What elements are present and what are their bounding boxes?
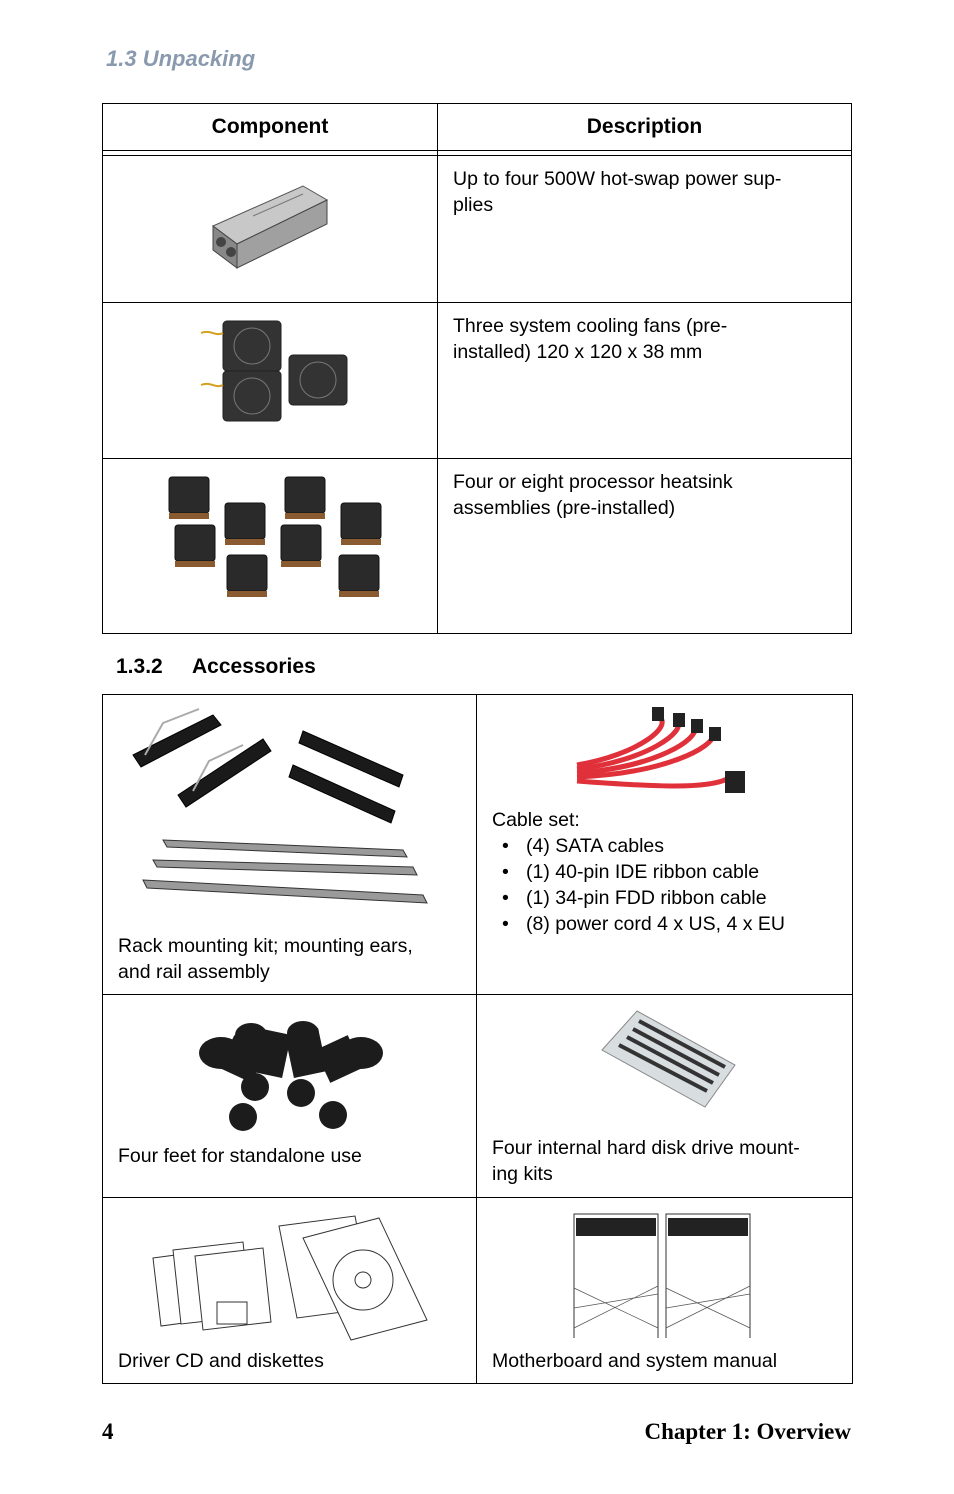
section-title: Accessories xyxy=(192,655,316,678)
column-header-description: Description xyxy=(438,104,852,151)
cooling-fans-image xyxy=(103,303,438,459)
components-table xyxy=(102,103,852,634)
list-item: • (1) 40-pin IDE ribbon cable xyxy=(492,859,785,885)
table-row xyxy=(103,1198,853,1384)
hdd-kits-cell xyxy=(477,995,853,1198)
feet-label: Four feet for standalone use xyxy=(118,1145,362,1167)
description-power-supply: Up to four 500W hot-swap power sup- plies xyxy=(438,156,852,303)
manuals-image xyxy=(477,1198,852,1338)
power-supply-image xyxy=(103,156,438,303)
table-row xyxy=(103,303,852,459)
description-heatsinks: Four or eight processor heatsink assemblies (pre-installed) xyxy=(438,459,852,634)
manuals-cell xyxy=(477,1198,853,1384)
cable-set-text xyxy=(492,807,785,937)
rack-kit-image xyxy=(103,695,476,925)
feet-cell xyxy=(103,995,477,1198)
manuals-label: Motherboard and system manual xyxy=(492,1350,778,1372)
column-header-component: Component xyxy=(103,104,438,151)
accessories-heading xyxy=(116,655,316,679)
hdd-kits-label: Four internal hard disk drive mount- ing kits xyxy=(492,1137,800,1185)
rack-kit-label: Rack mounting kit; mounting ears, and rail assembly xyxy=(118,935,413,983)
page-number: 4 xyxy=(102,1419,114,1444)
section-number: 1.3.2 xyxy=(116,655,163,678)
table-row xyxy=(103,459,852,634)
rack-kit-cell xyxy=(103,695,477,995)
list-item: • (4) SATA cables xyxy=(492,833,785,859)
cable-set-cell xyxy=(477,695,853,995)
cable-set-image xyxy=(477,695,852,805)
list-item: • (1) 34-pin FDD ribbon cable xyxy=(492,885,785,911)
driver-cd-image xyxy=(103,1198,476,1348)
feet-image xyxy=(103,995,476,1145)
chapter-title: Chapter 1: Overview xyxy=(644,1419,851,1444)
list-item: • (8) power cord 4 x US, 4 x EU xyxy=(492,911,785,937)
table-row xyxy=(103,695,853,995)
cable-set-list xyxy=(492,833,785,937)
cable-set-title: Cable set: xyxy=(492,809,580,831)
table-row xyxy=(103,995,853,1198)
section-header: 1.3 Unpacking xyxy=(106,46,256,71)
description-cooling-fans: Three system cooling fans (pre- installed) 120 x 120 x 38 mm xyxy=(438,303,852,459)
driver-cd-label: Driver CD and diskettes xyxy=(118,1350,324,1372)
accessories-table xyxy=(102,694,853,1384)
hdd-kits-image xyxy=(477,995,852,1125)
table-row xyxy=(103,156,852,303)
driver-cd-cell xyxy=(103,1198,477,1384)
heatsinks-image xyxy=(103,459,438,634)
